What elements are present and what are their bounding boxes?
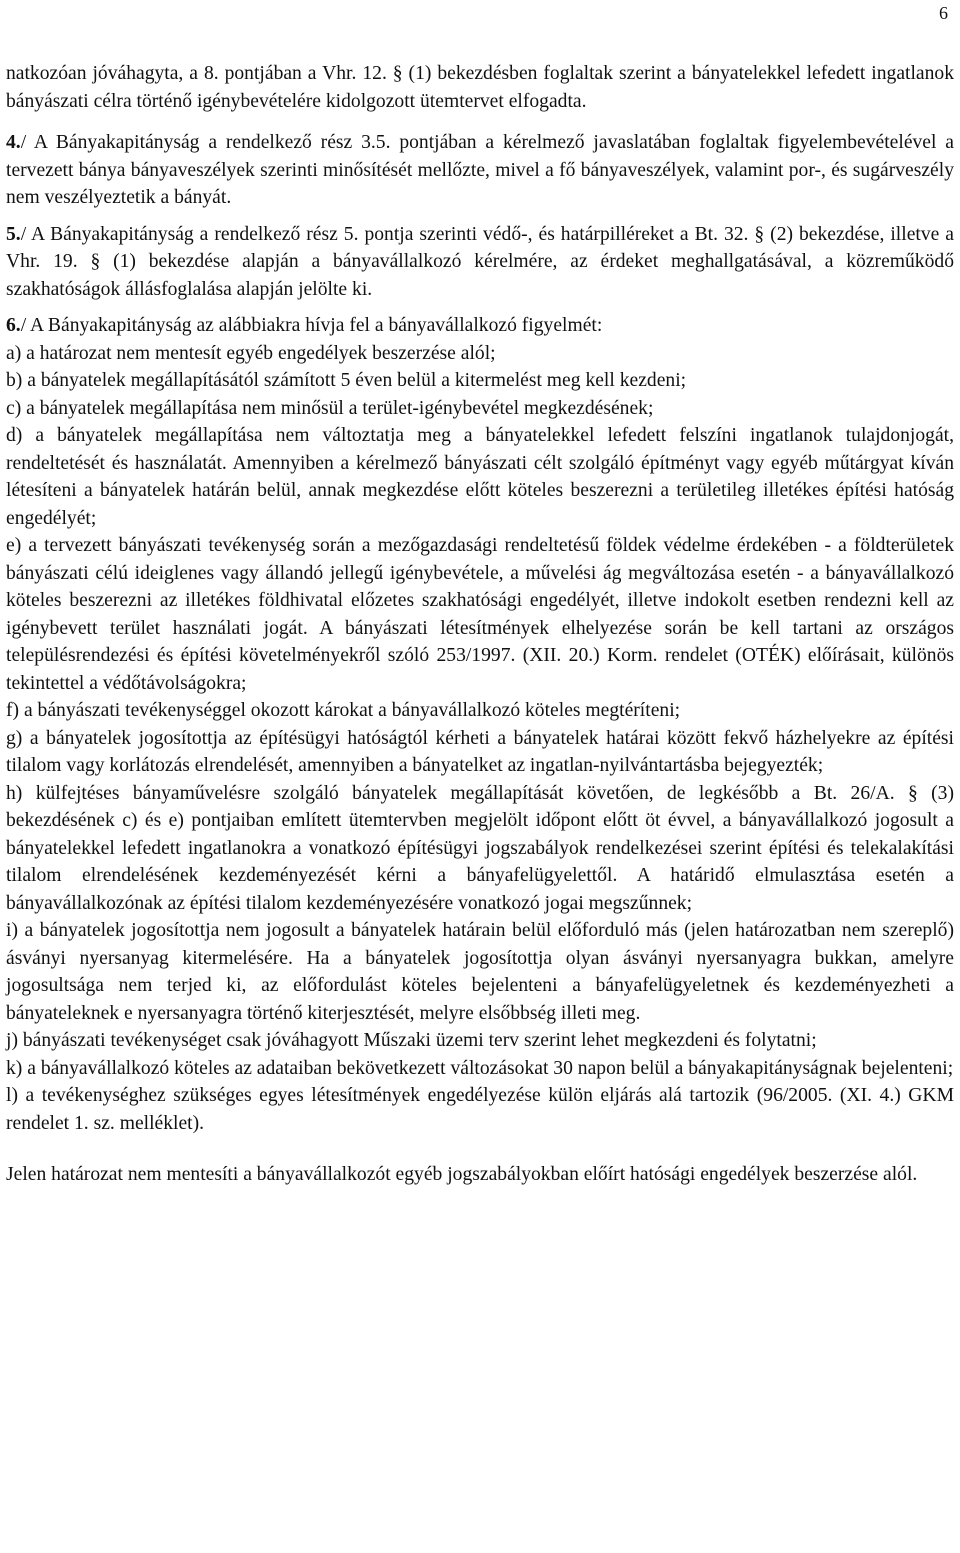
paragraph-4-text: / A Bányakapitányság a rendelkező rész 3.5. pontjában a kérelmező javaslatában foglaltak figyelembevételével a tervezett bánya bányaveszélyek szerinti minősítését mellőzte, mivel a fő bányaveszélyek, valamint por-, és sugárveszély nem veszélyeztetik a bányát.	[6, 132, 954, 208]
paragraph-6	[6, 312, 954, 340]
closing-paragraph: Jelen határozat nem mentesíti a bányavállalkozót egyéb jogszabályokban előírt hatósági engedélyek beszerzése alól.	[6, 1164, 918, 1185]
page-number: 6	[939, 3, 948, 23]
paragraph-4-number: 4.	[6, 132, 21, 153]
paragraph-5-text: / A Bányakapitányság a rendelkező rész 5. pontja szerinti védő-, és határpilléreket a Bt. 32. § (2) bekezdése, illetve a Vhr. 19. § (1) bekezdése alapján a bányavállalkozó kérelmére, az érdeket meghallgatásával, a közreműködő szakhatóságok állásfoglalása alapján jelölte ki.	[6, 223, 954, 300]
paragraph-continuation: natkozóan jóváhagyta, a 8. pontjában a Vhr. 12. § (1) bekezdésben foglaltak szerint a bányatelekkel lefedett ingatlanok bányászati célra történő igénybevételére kidolgozott ütemtervet elfogadta.	[6, 63, 954, 112]
list-item-f: f) a bányászati tevékenységgel okozott károkat a bányavállalkozó köteles megtéríteni;	[6, 700, 681, 721]
list-item-g: g) a bányatelek jogosítottja az építésügyi hatóságtól kérheti a bányatelek határai között fekvő házhelyekre az építési tilalom vagy korlátozás elrendelését, amennyiben a bányatelket az ingatlan-nyilvántartásba bejegyezték;	[6, 727, 954, 776]
list-item-h: h) külfejtéses bányaművelésre szolgáló bányatelek megállapítását követően, de legkésőbb a Bt. 26/A. § (3) bekezdésének c) és e) pontjaiban említett ütemtervben megjelölt időpont előtt öt évvel, a bányavállalkozó jogosult a bányatelekkel lefedett ingatlanokra a vonatkozó építésügyi jogszabályok rendelkezései szerint építési és telekalakítási tilalom elrendelésének kezdeményezését kérni a bányafelügyelettől. A határidő elmulasztása esetén a bányavállalkozónak az építési tilalom kezdeményezésére vonatkozó jogai megszűnnek;	[6, 782, 954, 914]
list-item-c: c) a bányatelek megállapítása nem minősül a terület-igénybevétel megkezdésének;	[6, 397, 654, 419]
paragraph-6-text: / A Bányakapitányság az alábbiakra hívja fel a bányavállalkozó figyelmét:	[20, 315, 603, 336]
list-item-b: b) a bányatelek megállapításától számított 5 éven belül a kitermelést meg kell kezdeni;	[6, 370, 687, 391]
paragraph-4	[6, 129, 954, 212]
list-item-a: a) a határozat nem mentesít egyéb engedélyek beszerzése alól;	[6, 342, 496, 364]
list-item-i: i) a bányatelek jogosítottja nem jogosult a bányatelek határain belül előforduló más (jelen határozatban nem szereplő) ásványi nyersanyag kitermelésére. Ha a bányatelek jogosítottja olyan ásványi nyersanyagra bukkan, amelyre jogosultsága nem terjed ki, az előfordulást köteles bejelenteni a bányafelügyeletnek és kezdeményezheti a bányateleknek e nyersanyagra történő kiterjesztését, melyre elsőbbség illeti meg.	[6, 920, 954, 1024]
document-body	[6, 60, 954, 1189]
list-item-k: k) a bányavállalkozó köteles az adataiban bekövetkezett változásokat 30 napon belül a bányakapitányságnak bejelenteni;	[6, 1057, 954, 1079]
list-item-d: d) a bányatelek megállapítása nem változtatja meg a bányatelekkel lefedett felszíni ingatlanok tulajdonjogát, rendeltetését és használatát. Amennyiben a kérelmező bányászati célt szolgáló építményt vagy egyéb műtárgyat kíván létesíteni a bányatelek határán belül, annak megkezdése előtt köteles beszerezni a területileg illetékes építési hatóság engedélyét;	[6, 425, 954, 529]
list-item-l: l) a tevékenységhez szükséges egyes létesítmények engedélyezése külön eljárás alá tartozik (96/2005. (XI. 4.) GKM rendelet 1. sz. melléklet).	[6, 1085, 954, 1134]
paragraph-5-number: 5.	[6, 223, 21, 245]
list-item-e: e) a tervezett bányászati tevékenység során a mezőgazdasági rendeltetésű földek védelme érdekében - a földterületek bányászati célú ideiglenes vagy állandó jellegű igénybevétele, a művelési ág megváltozása esetén - a bányavállalkozó köteles beszerezni az illetékes földhivatal előzetes szakhatósági engedélyét, illetve indokolt esetben rendezni kell az igénybevett terület használati jogát. A bányászati létesítmények elhelyezése során be kell tartani az országos településrendezési és építési követelményekről szóló 253/1997. (XII. 20.) Korm. rendelet (OTÉK) előírásait, különös tekintettel a védőtávolságokra;	[6, 535, 954, 694]
list-item-j: j) bányászati tevékenységet csak jóváhagyott Műszaki üzemi terv szerint lehet megkezdeni és folytatni;	[6, 1030, 817, 1051]
paragraph-6-number: 6.	[6, 315, 21, 336]
paragraph-5	[6, 221, 954, 304]
